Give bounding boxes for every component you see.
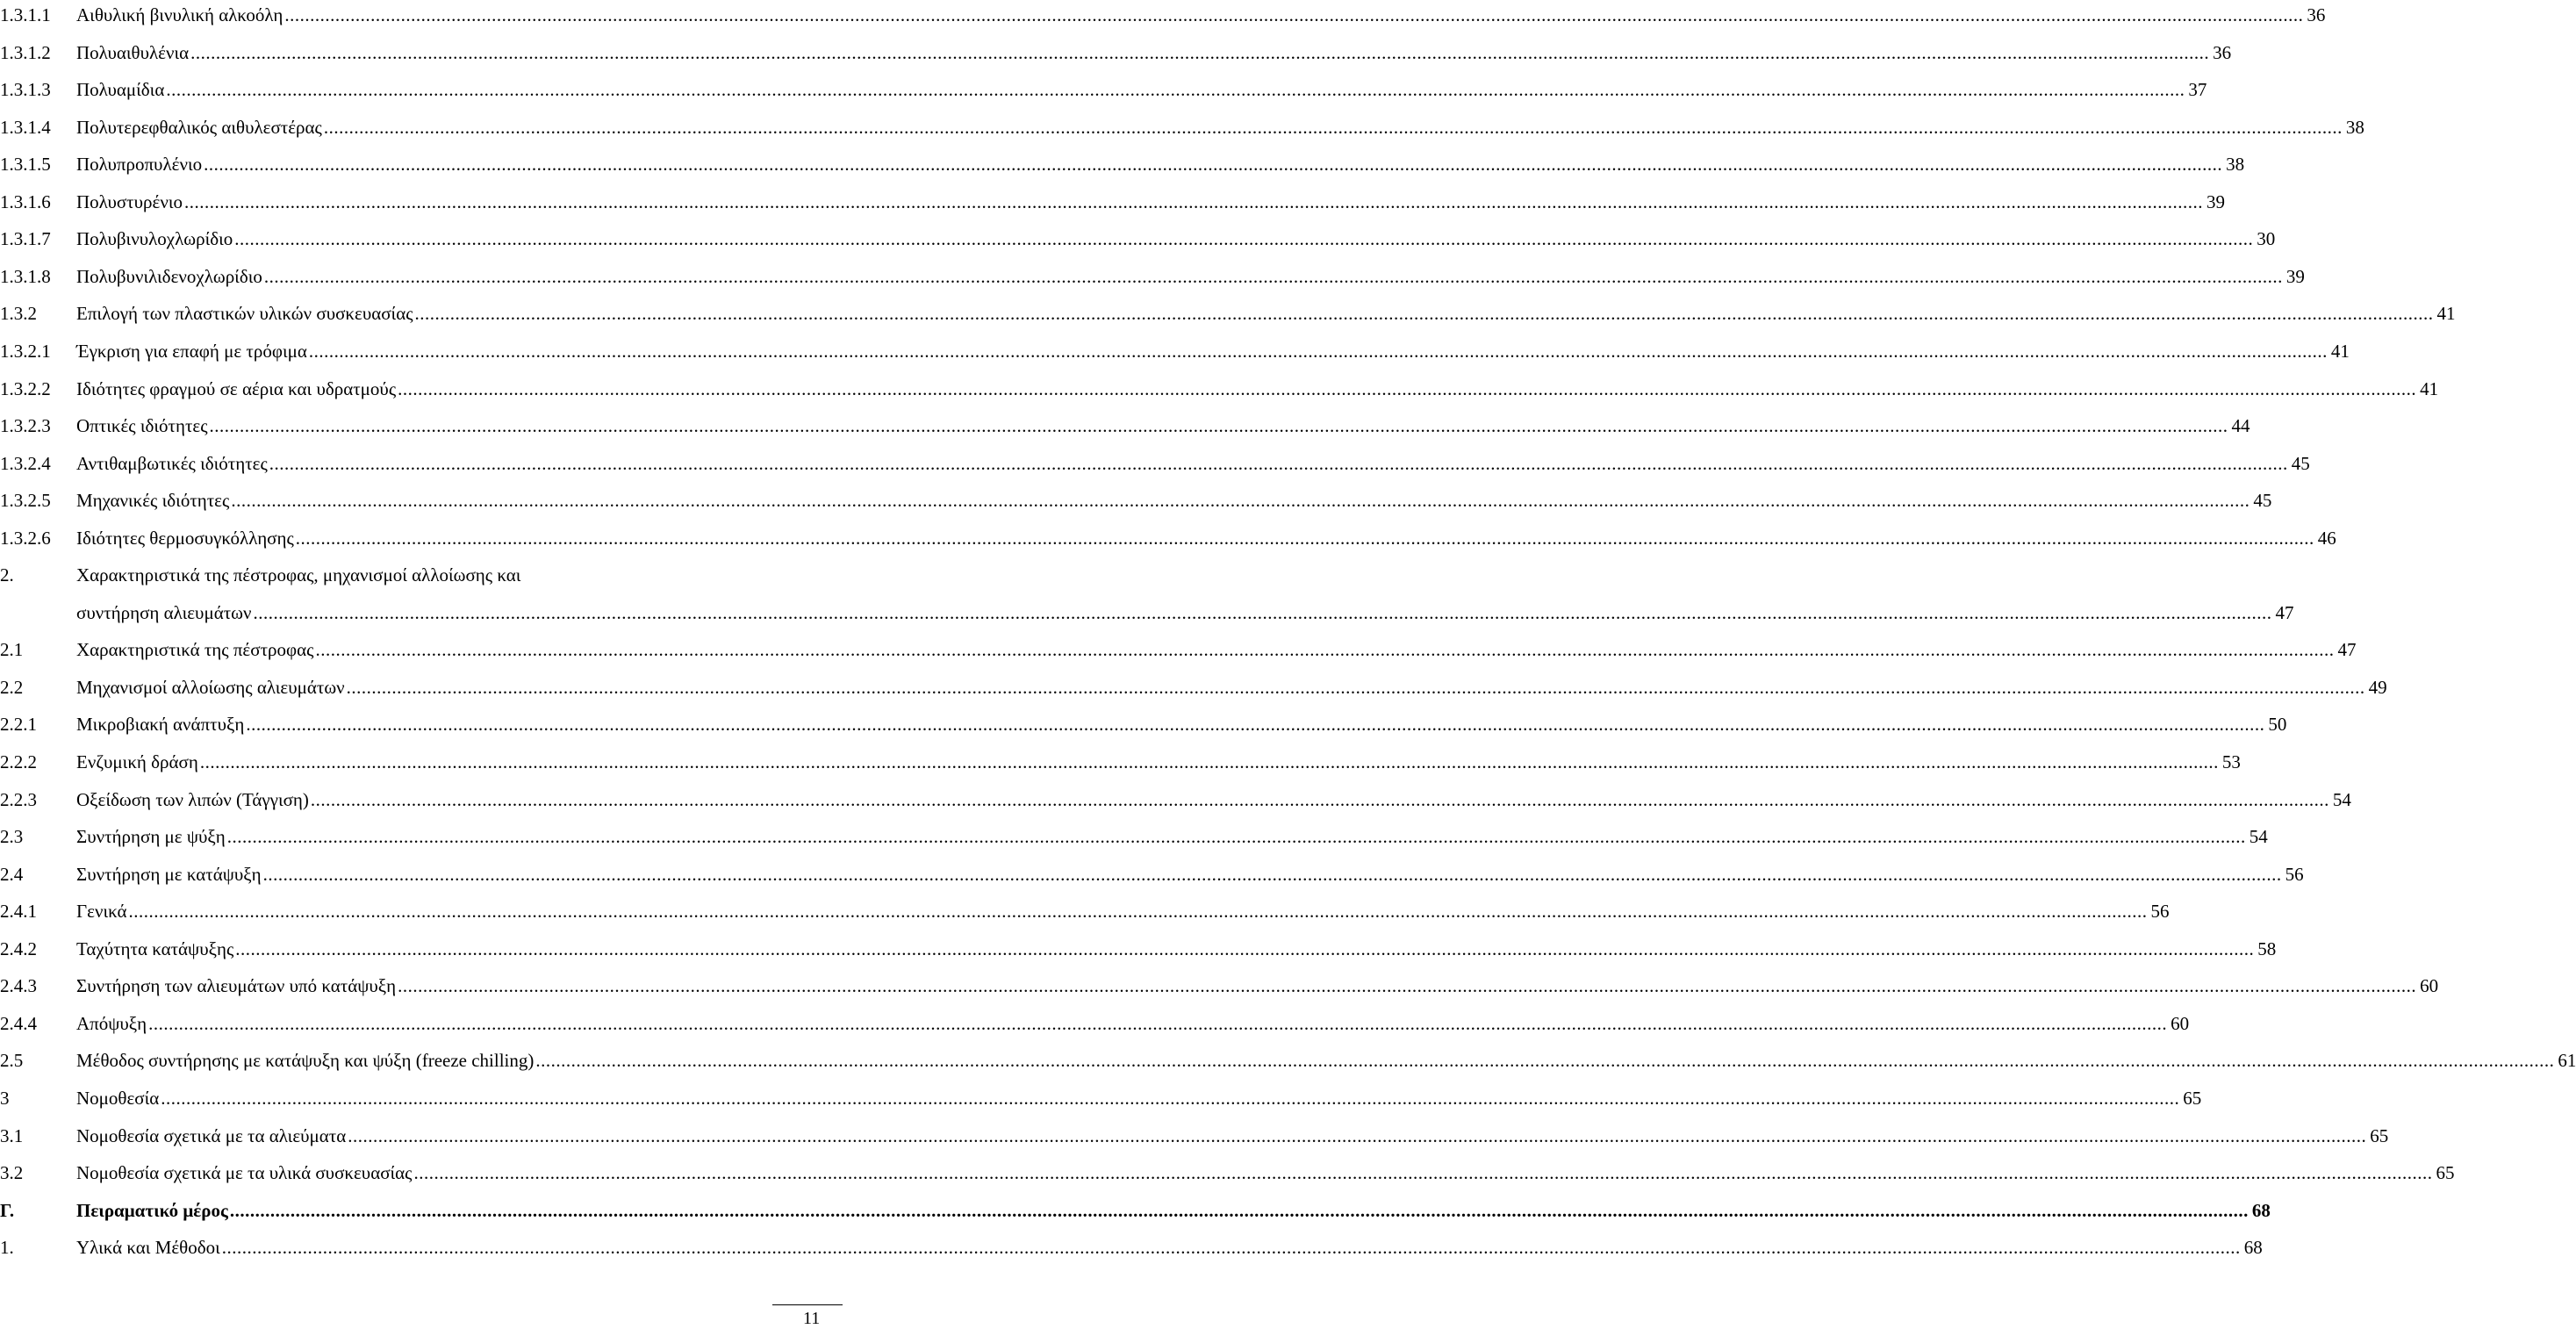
toc-entry (76, 1232, 2263, 1262)
toc-row[interactable] (0, 1009, 2190, 1038)
toc-entry (76, 298, 2456, 328)
toc-page-number: 54 (2249, 826, 2268, 848)
toc-row[interactable] (0, 598, 2294, 628)
toc-number: 2.3 (0, 826, 24, 848)
toc-row[interactable] (0, 262, 2305, 291)
toc-title: Οπτικές ιδιότητες (76, 415, 208, 437)
toc-title: Πολυβυνιλιδενοχλωρίδιο (76, 265, 262, 287)
toc-title: Πολυτερεφθαλικός αιθυλεστέρας (76, 116, 322, 138)
toc-number: 2. (0, 564, 14, 586)
toc-number: 2.2.1 (0, 714, 37, 736)
dot-leader: ................................................................................................................................................................................................................................................................................................................................................................................................................ (262, 863, 2282, 885)
toc-title: Αντιθαμβωτικές ιδιότητες (76, 452, 268, 474)
toc-title: Αιθυλική βινυλική αλκοόλη (76, 4, 283, 25)
toc-entry (76, 523, 2336, 553)
dot-leader: ................................................................................................................................................................................................................................................................................................................................................................................................................ (398, 377, 2417, 399)
toc-title: Μικροβιακή ανάπτυξη (76, 714, 245, 736)
toc-entry (76, 149, 2245, 179)
toc-number: 1.3.1.4 (0, 116, 51, 138)
toc-entry (76, 485, 2272, 515)
dot-leader: ................................................................................................................................................................................................................................................................................................................................................................................................................ (166, 79, 2185, 101)
toc-page-number: 47 (2275, 601, 2294, 623)
dot-leader: ................................................................................................................................................................................................................................................................................................................................................................................................................ (190, 41, 2210, 63)
dot-leader: ................................................................................................................................................................................................................................................................................................................................................................................................................ (161, 1087, 2180, 1109)
toc-number: 1.3.2.6 (0, 527, 51, 549)
dot-leader: ................................................................................................................................................................................................................................................................................................................................................................................................................ (269, 452, 2288, 474)
toc-row[interactable] (0, 485, 2272, 515)
dot-leader: ................................................................................................................................................................................................................................................................................................................................................................................................................ (414, 303, 2434, 325)
dot-leader: ................................................................................................................................................................................................................................................................................................................................................................................................................ (348, 1124, 2367, 1146)
toc-row[interactable] (0, 449, 2310, 478)
toc-number: 2.4.3 (0, 975, 37, 997)
toc-number: 1.3.1.1 (0, 4, 51, 25)
toc-row[interactable] (0, 112, 2364, 142)
toc-row[interactable] (0, 1158, 2455, 1188)
toc-number: 2.4.4 (0, 1012, 37, 1034)
toc-page-number: 38 (2226, 154, 2245, 176)
toc-page-number: 68 (2243, 1237, 2263, 1259)
toc-title: Επιλογή των πλαστικών υλικών συσκευασίας (76, 303, 413, 325)
toc-entry (76, 224, 2276, 254)
toc-page-number: 65 (2436, 1162, 2455, 1184)
toc-row[interactable] (0, 747, 2241, 777)
toc-title: Νομοθεσία (76, 1087, 160, 1109)
toc-row[interactable] (0, 298, 2456, 328)
toc-number: Γ. (0, 1199, 15, 1221)
toc-number: 2.2.3 (0, 788, 37, 810)
toc-title: Πολυστυρένιο (76, 190, 183, 212)
toc-entry (76, 1196, 2271, 1225)
toc-number: 3.1 (0, 1124, 24, 1146)
toc-title: Μέθοδος συντήρησης με κατάψυξη και ψύξη (freeze chilling) (76, 1050, 535, 1072)
toc-number: 1.3.2.1 (0, 340, 51, 362)
dot-leader: ................................................................................................................................................................................................................................................................................................................................................................................................................ (235, 937, 2255, 959)
toc-title: Πολυαιθυλένια (76, 41, 190, 63)
toc-entry (76, 112, 2364, 142)
toc-page-number: 49 (2368, 676, 2387, 698)
toc-page-number: 36 (2213, 41, 2232, 63)
toc-entry (76, 374, 2439, 404)
toc-row[interactable] (0, 709, 2287, 739)
toc-row[interactable] (0, 822, 2268, 851)
toc-entry (76, 1083, 2202, 1113)
dot-leader: ................................................................................................................................................................................................................................................................................................................................................................................................................ (398, 975, 2417, 997)
toc-title: Ιδιότητες φραγμού σε αέρια και υδρατμούς (76, 377, 397, 399)
toc-row[interactable] (0, 38, 2232, 68)
dot-leader: ................................................................................................................................................................................................................................................................................................................................................................................................................ (346, 676, 2365, 698)
dot-leader: ................................................................................................................................................................................................................................................................................................................................................................................................................ (204, 154, 2223, 176)
toc-number: 2.2 (0, 676, 24, 698)
toc-number: 3 (0, 1087, 10, 1109)
toc-row[interactable] (0, 1232, 2263, 1262)
toc-entry (76, 598, 2294, 628)
toc-entry (76, 411, 2250, 441)
toc-page-number: 60 (2171, 1012, 2190, 1034)
toc-page-number: 36 (2307, 4, 2326, 25)
toc-entry (76, 747, 2241, 777)
dot-leader: ................................................................................................................................................................................................................................................................................................................................................................................................................ (231, 490, 2250, 512)
toc-number: 2.4 (0, 863, 24, 885)
toc-number: 1.3.1.8 (0, 265, 51, 287)
toc-row[interactable] (0, 224, 2276, 254)
toc-page-number: 60 (2420, 975, 2439, 997)
toc-row[interactable] (0, 187, 2225, 217)
dot-leader: ................................................................................................................................................................................................................................................................................................................................................................................................................ (234, 228, 2254, 250)
toc-entry (76, 1121, 2389, 1151)
toc-page-number: 65 (2183, 1087, 2202, 1109)
toc-page-number: 56 (2150, 901, 2170, 923)
toc-entry (76, 785, 2351, 815)
toc-page-number: 47 (2337, 639, 2357, 661)
toc-page-number: 30 (2257, 228, 2276, 250)
toc-entry (76, 187, 2225, 217)
page-number: 11 (803, 1309, 821, 1328)
toc-page-number: 61 (2558, 1050, 2576, 1072)
toc-number: 1.3.2.5 (0, 490, 51, 512)
toc-entry (76, 896, 2170, 926)
toc-page-number: 41 (2330, 340, 2350, 362)
dot-leader: ................................................................................................................................................................................................................................................................................................................................................................................................................ (308, 340, 2328, 362)
dot-leader: ................................................................................................................................................................................................................................................................................................................................................................................................................ (253, 601, 2272, 623)
dot-leader: ................................................................................................................................................................................................................................................................................................................................................................................................................ (413, 1162, 2433, 1184)
toc-row[interactable] (0, 336, 2350, 366)
toc-title: Ταχύτητα κατάψυξης (76, 937, 234, 959)
footer-rule (772, 1304, 843, 1305)
toc-entry (76, 75, 2207, 104)
toc-page-number: 50 (2268, 714, 2287, 736)
toc-title: Ενζυμική δράση (76, 751, 198, 772)
toc-entry (76, 1045, 2576, 1075)
toc-number: 1.3.2 (0, 303, 37, 325)
dot-leader: ................................................................................................................................................................................................................................................................................................................................................................................................................ (295, 527, 2314, 549)
toc-page-number: 46 (2317, 527, 2336, 549)
toc-number: 1.3.1.7 (0, 228, 51, 250)
toc-title: Απόψυξη (76, 1012, 147, 1034)
dot-leader: ................................................................................................................................................................................................................................................................................................................................................................................................................ (128, 901, 2148, 923)
toc-title: Μηχανισμοί αλλοίωσης αλιευμάτων (76, 676, 345, 698)
dot-leader: ................................................................................................................................................................................................................................................................................................................................................................................................................ (199, 751, 2219, 772)
dot-leader: ................................................................................................................................................................................................................................................................................................................................................................................................................ (535, 1050, 2555, 1072)
toc-entry (76, 822, 2268, 851)
toc-number: 2.2.2 (0, 751, 37, 772)
toc-row[interactable] (0, 1083, 2202, 1113)
toc-page-number: 41 (2420, 377, 2439, 399)
toc-page-number: 39 (2285, 265, 2305, 287)
dot-leader: ................................................................................................................................................................................................................................................................................................................................................................................................................ (221, 1237, 2241, 1259)
toc-title: Ιδιότητες θερμοσυγκόλλησης (76, 527, 294, 549)
dot-leader: ................................................................................................................................................................................................................................................................................................................................................................................................................ (263, 265, 2283, 287)
toc-row[interactable] (0, 635, 2357, 664)
toc-number: 3.2 (0, 1162, 24, 1184)
toc-page-number: 54 (2332, 788, 2351, 810)
toc-number: 1.3.1.2 (0, 41, 51, 63)
toc-number: 2.1 (0, 639, 24, 661)
toc-page-number: 38 (2345, 116, 2364, 138)
dot-leader: ................................................................................................................................................................................................................................................................................................................................................................................................................ (284, 4, 2304, 25)
toc-entry (76, 709, 2287, 739)
toc-page-number: 41 (2436, 303, 2456, 325)
toc-entry (76, 336, 2350, 366)
toc-number: 2.5 (0, 1050, 24, 1072)
toc-row[interactable] (0, 374, 2439, 404)
dot-leader: ................................................................................................................................................................................................................................................................................................................................................................................................................ (310, 788, 2329, 810)
toc-entry (76, 971, 2439, 1001)
toc-page-number: 58 (2257, 937, 2277, 959)
toc-row[interactable] (0, 1121, 2389, 1151)
toc-page-number: 44 (2231, 415, 2250, 437)
toc-row[interactable] (0, 1196, 2271, 1225)
toc-row[interactable] (0, 896, 2170, 926)
toc-page-number: 37 (2188, 79, 2207, 101)
toc-row[interactable] (0, 672, 2387, 702)
toc-title: Έγκριση για επαφή με τρόφιμα (76, 340, 307, 362)
toc-number: 1.3.1.6 (0, 190, 51, 212)
toc-row[interactable] (0, 75, 2207, 104)
dot-leader: ................................................................................................................................................................................................................................................................................................................................................................................................................ (226, 826, 2246, 848)
toc-page-number: 45 (2291, 452, 2310, 474)
toc-title: Υλικά και Μέθοδοι (76, 1237, 220, 1259)
toc-title: Μηχανικές ιδιότητες (76, 490, 230, 512)
toc-title: συντήρηση αλιευμάτων (76, 601, 252, 623)
toc-row[interactable] (0, 411, 2250, 441)
toc-title: Χαρακτηριστικά της πέστροφας (76, 639, 314, 661)
toc-entry (76, 449, 2310, 478)
dot-leader: ................................................................................................................................................................................................................................................................................................................................................................................................................ (323, 116, 2343, 138)
toc-number: 1. (0, 1237, 14, 1259)
toc-number: 1.3.1.5 (0, 154, 51, 176)
toc-row[interactable] (0, 934, 2277, 964)
toc-entry (76, 38, 2232, 68)
toc-entry (76, 934, 2277, 964)
toc-entry (76, 672, 2387, 702)
toc-number: 1.3.2.3 (0, 415, 51, 437)
toc-page-number: 68 (2251, 1199, 2271, 1221)
toc-number: 1.3.1.3 (0, 79, 51, 101)
toc-row[interactable] (0, 859, 2304, 889)
toc-title: Γενικά (76, 901, 127, 923)
toc-row[interactable] (0, 149, 2245, 179)
toc-row[interactable] (0, 0, 2326, 30)
toc-row[interactable] (0, 1045, 2576, 1075)
toc-title: Συντήρηση με κατάψυξη (76, 863, 262, 885)
toc-entry (76, 262, 2305, 291)
toc-entry (76, 859, 2304, 889)
toc-number: 2.4.2 (0, 937, 37, 959)
toc-page-number: 39 (2206, 190, 2225, 212)
toc-number: 1.3.2.2 (0, 377, 51, 399)
dot-leader: ................................................................................................................................................................................................................................................................................................................................................................................................................ (148, 1012, 2168, 1034)
toc-row[interactable] (0, 785, 2351, 815)
toc-entry (76, 0, 2326, 30)
toc-page-number: 65 (2370, 1124, 2389, 1146)
toc-title: Οξείδωση των λιπών (Τάγγιση) (76, 788, 309, 810)
dot-leader: ................................................................................................................................................................................................................................................................................................................................................................................................................ (229, 1199, 2249, 1221)
toc-entry (76, 635, 2357, 664)
toc-row[interactable] (0, 971, 2439, 1001)
toc-title: Νομοθεσία σχετικά με τα υλικά συσκευασίας (76, 1162, 413, 1184)
dot-leader: ................................................................................................................................................................................................................................................................................................................................................................................................................ (246, 714, 2265, 736)
toc-page-number: 53 (2221, 751, 2241, 772)
toc-page-number: 56 (2285, 863, 2304, 885)
toc-title: Νομοθεσία σχετικά με τα αλιεύματα (76, 1124, 347, 1146)
toc-entry (76, 1009, 2190, 1038)
toc-title: Χαρακτηριστικά της πέστροφας, μηχανισμοί αλλοίωσης και (76, 564, 521, 586)
toc-row[interactable] (0, 523, 2336, 553)
toc-title: Πολυαμίδια (76, 79, 165, 101)
toc-number: 1.3.2.4 (0, 452, 51, 474)
toc-title: Πολυβινυλοχλωρίδιο (76, 228, 233, 250)
toc-title: Συντήρηση με ψύξη (76, 826, 226, 848)
toc-entry (76, 1158, 2455, 1188)
toc-row[interactable] (0, 560, 728, 590)
dot-leader: ................................................................................................................................................................................................................................................................................................................................................................................................................ (209, 415, 2228, 437)
toc-number: 2.4.1 (0, 901, 37, 923)
toc-page-number: 45 (2253, 490, 2272, 512)
dot-leader: ................................................................................................................................................................................................................................................................................................................................................................................................................ (183, 190, 2203, 212)
toc-title: Συντήρηση των αλιευμάτων υπό κατάψυξη (76, 975, 397, 997)
dot-leader: ................................................................................................................................................................................................................................................................................................................................................................................................................ (315, 639, 2335, 661)
toc-title: Πολυπροπυλένιο (76, 154, 203, 176)
toc-title: Πειραματικό μέρος (76, 1199, 228, 1221)
